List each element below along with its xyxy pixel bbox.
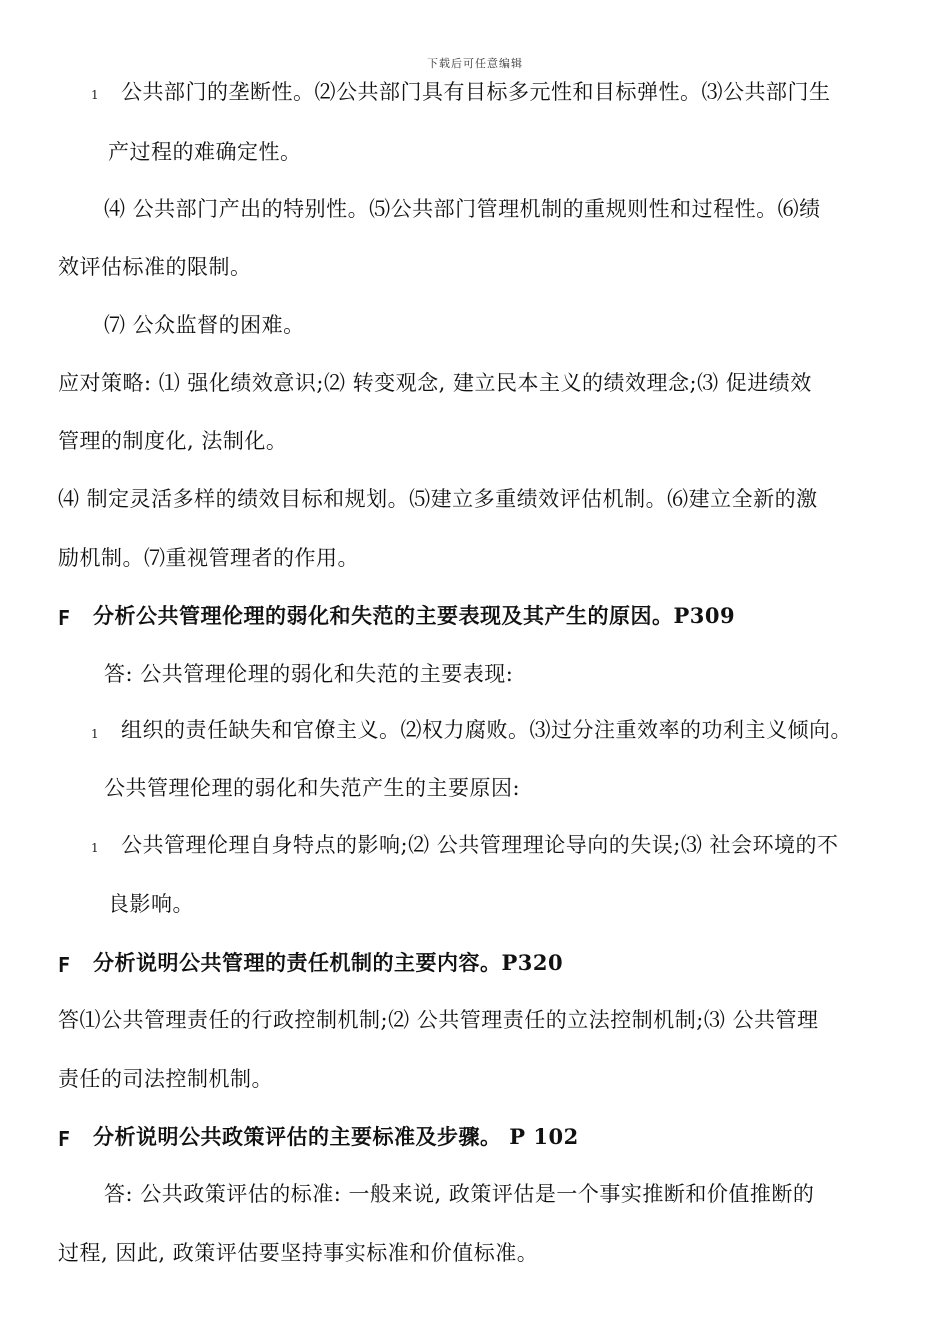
text-line: 责任的司法控制机制。 — [58, 1067, 273, 1091]
text-line: 公共部门的垄断性。⑵公共部门具有目标多元性和目标弹性。⑶公共部门生 — [121, 80, 831, 104]
text-line: 产过程的难确定性。 — [108, 140, 302, 164]
text-line: 效评估标准的限制。 — [58, 255, 252, 279]
text-line: 答: 公共政策评估的标准: 一般来说, 政策评估是一个事实推断和价值推断的 — [104, 1182, 815, 1206]
question-marker: F — [58, 953, 71, 977]
question-marker: F — [58, 1127, 71, 1151]
question-heading: 分析说明公共政策评估的主要标准及步骤。 P 102 — [93, 1124, 579, 1149]
text-line: ⑺ 公众监督的困难。 — [104, 313, 305, 337]
question-heading: 分析公共管理伦理的弱化和失范的主要表现及其产生的原因。P309 — [93, 603, 736, 628]
text-line: 答⑴公共管理责任的行政控制机制;⑵ 公共管理责任的立法控制机制;⑶ 公共管理 — [58, 1008, 819, 1032]
text-line: ⑷ 制定灵活多样的绩效目标和规划。⑸建立多重绩效评估机制。⑹建立全新的激 — [58, 487, 818, 511]
text-line: 答: 公共管理伦理的弱化和失范的主要表现: — [104, 662, 514, 686]
list-number: 1 — [91, 727, 99, 741]
list-number: 1 — [91, 88, 99, 102]
question-marker: F — [58, 606, 71, 630]
text-line: 公共管理伦理自身特点的影响;⑵ 公共管理理论导向的失误;⑶ 社会环境的不 — [121, 833, 839, 857]
list-number: 1 — [91, 841, 99, 855]
text-line: 良影响。 — [108, 892, 194, 916]
text-line: 过程, 因此, 政策评估要坚持事实标准和价值标准。 — [58, 1241, 539, 1265]
text-line: ⑷ 公共部门产出的特别性。⑸公共部门管理机制的重规则性和过程性。⑹绩 — [104, 197, 821, 221]
text-line: 励机制。⑺重视管理者的作用。 — [58, 546, 359, 570]
text-line: 组织的责任缺失和官僚主义。⑵权力腐败。⑶过分注重效率的功利主义倾向。 — [121, 718, 852, 742]
question-heading: 分析说明公共管理的责任机制的主要内容。P320 — [93, 950, 564, 975]
page-header: 下载后可任意编辑 — [427, 57, 523, 70]
text-line: 公共管理伦理的弱化和失范产生的主要原因: — [104, 776, 521, 800]
text-line: 管理的制度化, 法制化。 — [58, 429, 288, 453]
text-line: 应对策略: ⑴ 强化绩效意识;⑵ 转变观念, 建立民本主义的绩效理念;⑶ 促进绩效 — [58, 371, 812, 395]
